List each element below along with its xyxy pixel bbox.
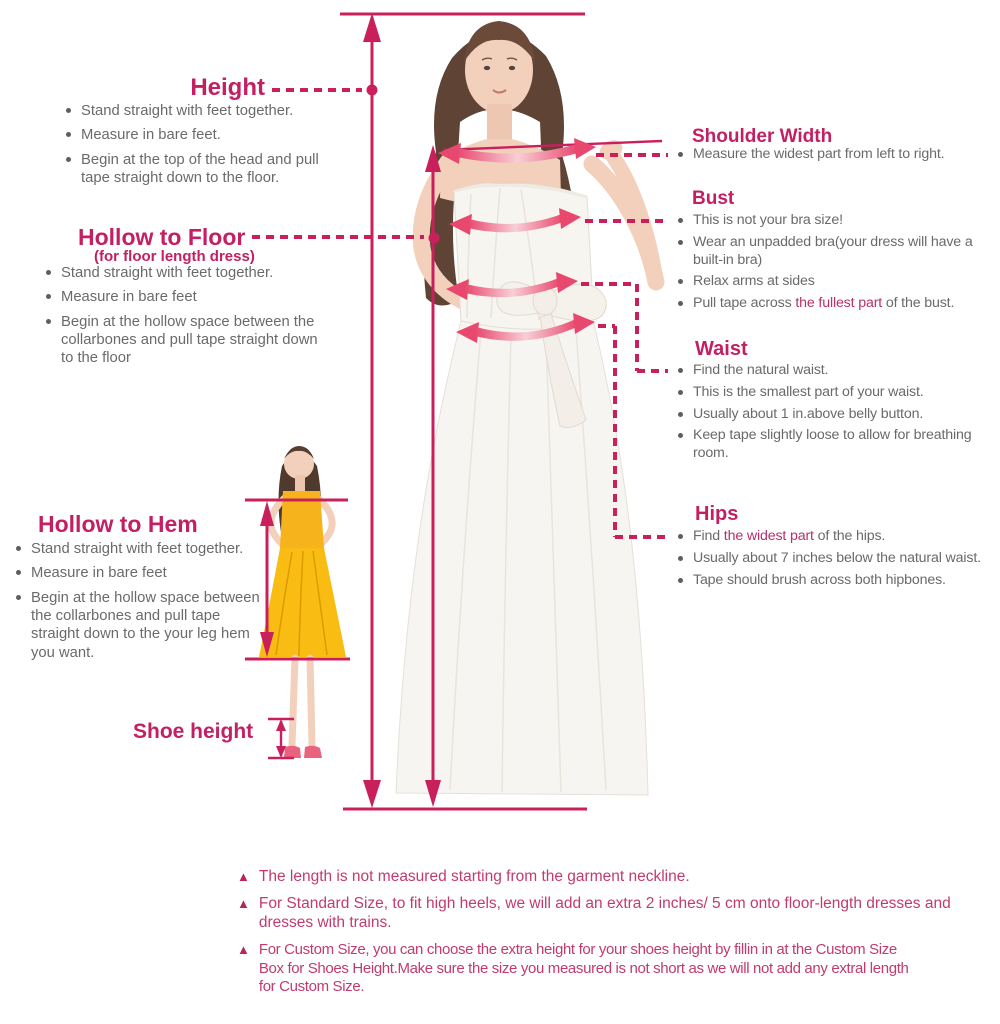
- warning-triangle-icon: ▲: [237, 941, 250, 957]
- bullet-item: Keep tape slightly loose to allow for breathing room.: [676, 427, 996, 463]
- warning-triangle-icon: ▲: [237, 869, 250, 884]
- bust-title: Bust: [692, 188, 735, 209]
- hollow-to-hem-bullets: [14, 540, 266, 668]
- shoe-height-title: Shoe height: [133, 720, 254, 743]
- small-model-figure: [259, 446, 346, 758]
- height-title: Height: [190, 74, 265, 101]
- bullet-item: Measure in bare feet.: [64, 126, 332, 144]
- shoulder-width-title: Shoulder Width: [692, 126, 833, 147]
- hollow-to-floor-title: Hollow to Floor: [78, 224, 246, 250]
- bullet-item: Find the natural waist.: [676, 362, 996, 380]
- bullet-item: Relax arms at sides: [676, 273, 996, 291]
- bullet-item: This is the smallest part of your waist.: [676, 384, 996, 402]
- bullet-item: Wear an unpadded bra(your dress will have a built-in bra): [676, 234, 996, 270]
- bullet-item: Pull tape across the fullest part of the bust.: [676, 295, 996, 313]
- bullet-item: Measure in bare feet: [44, 288, 324, 306]
- hips-bullets: [676, 528, 996, 593]
- bullet-item: Measure in bare feet: [14, 564, 266, 582]
- bullet-item: Stand straight with feet together.: [44, 264, 324, 282]
- waist-bullets: [676, 362, 996, 467]
- bullet-item: Begin at the hollow space between the collarbones and pull tape straight down to the floor: [44, 313, 324, 368]
- hollow-to-hem-title: Hollow to Hem: [38, 511, 198, 537]
- note-row: [237, 868, 977, 886]
- bullet-item: Measure the widest part from left to right.: [676, 146, 996, 164]
- bust-bullets: [676, 212, 996, 317]
- bullet-item: Begin at the top of the head and pull tape straight down to the floor.: [64, 151, 332, 188]
- bullet-item: Tape should brush across both hipbones.: [676, 572, 996, 590]
- note-row: [237, 941, 977, 997]
- hollow-to-floor-bullets: [44, 264, 324, 374]
- note-text: The length is not measured starting from the garment neckline.: [258, 868, 690, 885]
- bullet-item: Stand straight with feet together.: [14, 540, 266, 558]
- waist-title: Waist: [695, 338, 748, 360]
- bullet-item: Usually about 7 inches below the natural waist.: [676, 550, 996, 568]
- hips-title: Hips: [695, 503, 739, 525]
- hollow-to-floor-subtitle: (for floor length dress): [94, 248, 255, 265]
- height-bullets: [64, 102, 332, 193]
- bullet-item: Begin at the hollow space between the collarbones and pull tape straight down to the your leg hem you want.: [14, 589, 266, 662]
- bullet-item: Usually about 1 in.above belly button.: [676, 406, 996, 424]
- bullet-item: This is not your bra size!: [676, 212, 996, 230]
- note-text: For Standard Size, to fit high heels, we will add an extra 2 inches/ 5 cm onto floor-length dresses and dresses with trains.: [258, 895, 951, 931]
- note-row: [237, 895, 977, 932]
- main-model-figure: [396, 21, 656, 795]
- warning-triangle-icon: ▲: [237, 896, 250, 912]
- shoulder-width-bullets: [676, 146, 996, 168]
- note-text: For Custom Size, you can choose the extra height for your shoes height by fillin in at the Custom Size Box for Shoes Height.Make sure the size you measured is not short as we will not add any extral length for Custom Size.: [258, 940, 909, 996]
- bullet-item: Find the widest part of the hips.: [676, 528, 996, 546]
- notes-list: [237, 868, 977, 1006]
- bullet-item: Stand straight with feet together.: [64, 102, 332, 120]
